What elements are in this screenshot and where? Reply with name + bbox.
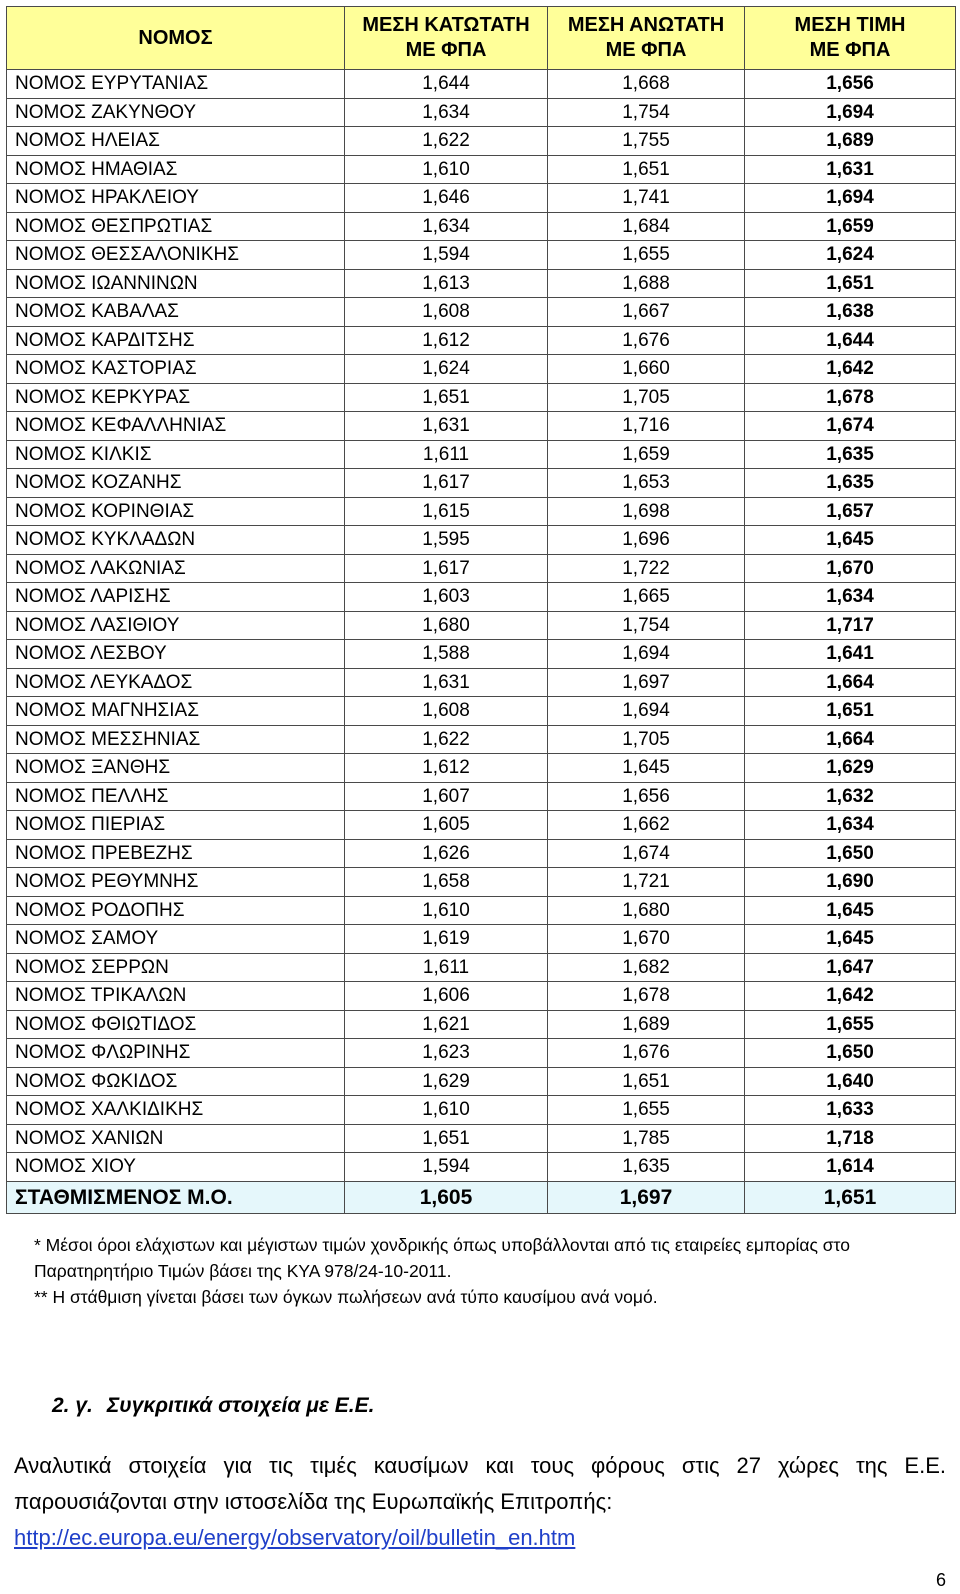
avg-price: 1,634 [745,583,956,612]
header-min-price: ΜΕΣΗ ΚΑΤΩΤΑΤΗ ΜΕ ΦΠΑ [345,7,548,70]
table-row [7,554,956,583]
min-price: 1,612 [345,754,548,783]
min-price: 1,646 [345,184,548,213]
table-row [7,326,956,355]
table-row [7,640,956,669]
min-price: 1,631 [345,412,548,441]
min-price: 1,622 [345,127,548,156]
max-price: 1,785 [548,1124,745,1153]
avg-price: 1,664 [745,668,956,697]
avg-price: 1,614 [745,1153,956,1182]
min-price: 1,631 [345,668,548,697]
max-price: 1,682 [548,953,745,982]
min-price: 1,623 [345,1039,548,1068]
avg-price: 1,650 [745,1039,956,1068]
min-price: 1,595 [345,526,548,555]
min-price: 1,617 [345,554,548,583]
max-price: 1,716 [548,412,745,441]
avg-price: 1,645 [745,896,956,925]
avg-price: 1,638 [745,298,956,327]
prefecture-name: ΝΟΜΟΣ ΧΑΝΙΩΝ [7,1124,345,1153]
max-price: 1,662 [548,811,745,840]
table-row [7,1039,956,1068]
max-price: 1,754 [548,98,745,127]
max-price: 1,689 [548,1010,745,1039]
table-row [7,298,956,327]
prefecture-name: ΝΟΜΟΣ ΛΕΣΒΟΥ [7,640,345,669]
min-price: 1,594 [345,1153,548,1182]
avg-price: 1,659 [745,212,956,241]
avg-price: 1,624 [745,241,956,270]
prefecture-name: ΝΟΜΟΣ ΡΟΔΟΠΗΣ [7,896,345,925]
min-price: 1,610 [345,896,548,925]
prefecture-name: ΝΟΜΟΣ ΕΥΡΥΤΑΝΙΑΣ [7,70,345,99]
max-price: 1,674 [548,839,745,868]
prefecture-name: ΝΟΜΟΣ ΘΕΣΣΑΛΟΝΙΚΗΣ [7,241,345,270]
table-row [7,953,956,982]
avg-price: 1,645 [745,925,956,954]
table-row [7,868,956,897]
max-price: 1,755 [548,127,745,156]
avg-price: 1,635 [745,469,956,498]
table-row [7,1096,956,1125]
min-price: 1,594 [345,241,548,270]
max-price: 1,676 [548,1039,745,1068]
table-row [7,526,956,555]
min-price: 1,606 [345,982,548,1011]
avg-price: 1,717 [745,611,956,640]
min-price: 1,651 [345,1124,548,1153]
avg-price: 1,632 [745,782,956,811]
avg-price: 1,645 [745,526,956,555]
total-max: 1,697 [548,1181,745,1213]
table-row [7,70,956,99]
table-row [7,839,956,868]
table-header-row [7,7,956,70]
weighted-average-row [7,1181,956,1213]
table-row [7,355,956,384]
avg-price: 1,694 [745,184,956,213]
prefecture-name: ΝΟΜΟΣ ΦΛΩΡΙΝΗΣ [7,1039,345,1068]
max-price: 1,670 [548,925,745,954]
prefecture-name: ΝΟΜΟΣ ΚΕΦΑΛΛΗΝΙΑΣ [7,412,345,441]
min-price: 1,629 [345,1067,548,1096]
prefecture-name: ΝΟΜΟΣ ΜΑΓΝΗΣΙΑΣ [7,697,345,726]
min-price: 1,610 [345,155,548,184]
table-row [7,668,956,697]
max-price: 1,688 [548,269,745,298]
table-row [7,1124,956,1153]
table-row [7,184,956,213]
table-row [7,440,956,469]
table-row [7,383,956,412]
table-row [7,1153,956,1182]
min-price: 1,617 [345,469,548,498]
prefecture-name: ΝΟΜΟΣ ΧΙΟΥ [7,1153,345,1182]
max-price: 1,698 [548,497,745,526]
prefecture-name: ΝΟΜΟΣ ΖΑΚΥΝΘΟΥ [7,98,345,127]
max-price: 1,722 [548,554,745,583]
max-price: 1,668 [548,70,745,99]
avg-price: 1,690 [745,868,956,897]
prefecture-name: ΝΟΜΟΣ ΚΑΒΑΛΑΣ [7,298,345,327]
avg-price: 1,694 [745,98,956,127]
prefecture-name: ΝΟΜΟΣ ΠΕΛΛΗΣ [7,782,345,811]
table-row [7,583,956,612]
prefecture-name: ΝΟΜΟΣ ΛΕΥΚΑΔΟΣ [7,668,345,697]
prefecture-name: ΝΟΜΟΣ ΤΡΙΚΑΛΩΝ [7,982,345,1011]
header-max-price: ΜΕΣΗ ΑΝΩΤΑΤΗ ΜΕ ΦΠΑ [548,7,745,70]
table-row [7,925,956,954]
min-price: 1,651 [345,383,548,412]
table-row [7,611,956,640]
table-row [7,725,956,754]
total-avg: 1,651 [745,1181,956,1213]
section-number: 2. γ. [52,1394,93,1417]
min-price: 1,626 [345,839,548,868]
avg-price: 1,635 [745,440,956,469]
max-price: 1,705 [548,383,745,412]
avg-price: 1,651 [745,697,956,726]
header-prefecture: ΝΟΜΟΣ [7,7,345,70]
section-heading [52,1394,374,1418]
prefecture-name: ΝΟΜΟΣ ΦΘΙΩΤΙΔΟΣ [7,1010,345,1039]
min-price: 1,610 [345,1096,548,1125]
table-row [7,697,956,726]
min-price: 1,624 [345,355,548,384]
max-price: 1,696 [548,526,745,555]
max-price: 1,697 [548,668,745,697]
min-price: 1,621 [345,1010,548,1039]
prefecture-name: ΝΟΜΟΣ ΙΩΑΝΝΙΝΩΝ [7,269,345,298]
avg-price: 1,642 [745,355,956,384]
prefecture-name: ΝΟΜΟΣ ΡΕΘΥΜΝΗΣ [7,868,345,897]
max-price: 1,676 [548,326,745,355]
avg-price: 1,674 [745,412,956,441]
avg-price: 1,634 [745,811,956,840]
header-avg-price: ΜΕΣΗ ΤΙΜΗ ΜΕ ΦΠΑ [745,7,956,70]
table-row [7,1010,956,1039]
fuel-price-table [6,6,956,1214]
prefecture-name: ΝΟΜΟΣ ΦΩΚΙΔΟΣ [7,1067,345,1096]
prefecture-name: ΝΟΜΟΣ ΗΜΑΘΙΑΣ [7,155,345,184]
max-price: 1,694 [548,640,745,669]
max-price: 1,705 [548,725,745,754]
table-row [7,412,956,441]
table-row [7,754,956,783]
prefecture-name: ΝΟΜΟΣ ΗΛΕΙΑΣ [7,127,345,156]
table-row [7,212,956,241]
table-row [7,127,956,156]
min-price: 1,644 [345,70,548,99]
max-price: 1,665 [548,583,745,612]
avg-price: 1,644 [745,326,956,355]
table-row [7,782,956,811]
prefecture-name: ΝΟΜΟΣ ΚΙΛΚΙΣ [7,440,345,469]
avg-price: 1,657 [745,497,956,526]
footnotes [34,1232,954,1310]
eu-bulletin-link[interactable]: http://ec.europa.eu/energy/observatory/oil/bulletin_en.htm [14,1525,576,1550]
eu-comparison-paragraph [14,1448,946,1556]
prefecture-name: ΝΟΜΟΣ ΗΡΑΚΛΕΙΟΥ [7,184,345,213]
table-row [7,982,956,1011]
prefecture-name: ΝΟΜΟΣ ΛΑΚΩΝΙΑΣ [7,554,345,583]
table-row [7,896,956,925]
paragraph-line-1: Αναλυτικά στοιχεία για τις τιμές καυσίμων και τους φόρους στις 27 χώρες της Ε.Ε. [14,1453,946,1478]
min-price: 1,588 [345,640,548,669]
prefecture-name: ΝΟΜΟΣ ΚΑΡΔΙΤΣΗΣ [7,326,345,355]
table-body [7,70,956,1182]
section-title: Συγκριτικά στοιχεία με Ε.Ε. [106,1394,375,1417]
avg-price: 1,640 [745,1067,956,1096]
max-price: 1,754 [548,611,745,640]
min-price: 1,619 [345,925,548,954]
min-price: 1,634 [345,98,548,127]
table-row [7,469,956,498]
min-price: 1,622 [345,725,548,754]
table-row [7,155,956,184]
avg-price: 1,633 [745,1096,956,1125]
avg-price: 1,670 [745,554,956,583]
avg-price: 1,689 [745,127,956,156]
max-price: 1,684 [548,212,745,241]
max-price: 1,645 [548,754,745,783]
prefecture-name: ΝΟΜΟΣ ΣΑΜΟΥ [7,925,345,954]
max-price: 1,741 [548,184,745,213]
avg-price: 1,647 [745,953,956,982]
min-price: 1,603 [345,583,548,612]
prefecture-name: ΝΟΜΟΣ ΚΟΡΙΝΘΙΑΣ [7,497,345,526]
prefecture-name: ΝΟΜΟΣ ΠΙΕΡΙΑΣ [7,811,345,840]
footnote-2: ** Η στάθμιση γίνεται βάσει των όγκων πωλήσεων ανά τύπο καυσίμου ανά νομό. [34,1287,658,1307]
avg-price: 1,642 [745,982,956,1011]
max-price: 1,659 [548,440,745,469]
avg-price: 1,641 [745,640,956,669]
max-price: 1,653 [548,469,745,498]
min-price: 1,605 [345,811,548,840]
prefecture-name: ΝΟΜΟΣ ΚΑΣΤΟΡΙΑΣ [7,355,345,384]
table-row [7,497,956,526]
page-number: 6 [935,1570,946,1590]
avg-price: 1,651 [745,269,956,298]
prefecture-name: ΝΟΜΟΣ ΘΕΣΠΡΩΤΙΑΣ [7,212,345,241]
max-price: 1,655 [548,1096,745,1125]
min-price: 1,613 [345,269,548,298]
total-min: 1,605 [345,1181,548,1213]
max-price: 1,678 [548,982,745,1011]
prefecture-name: ΝΟΜΟΣ ΚΟΖΑΝΗΣ [7,469,345,498]
paragraph-line-2: παρουσιάζονται στην ιστοσελίδα της Ευρωπαϊκής Επιτροπής: [14,1489,613,1514]
avg-price: 1,631 [745,155,956,184]
table-row [7,269,956,298]
prefecture-name: ΝΟΜΟΣ ΞΑΝΘΗΣ [7,754,345,783]
avg-price: 1,655 [745,1010,956,1039]
max-price: 1,660 [548,355,745,384]
table-row [7,241,956,270]
prefecture-name: ΝΟΜΟΣ ΛΑΡΙΣΗΣ [7,583,345,612]
prefecture-name: ΝΟΜΟΣ ΜΕΣΣΗΝΙΑΣ [7,725,345,754]
prefecture-name: ΝΟΜΟΣ ΚΕΡΚΥΡΑΣ [7,383,345,412]
prefecture-name: ΝΟΜΟΣ ΧΑΛΚΙΔΙΚΗΣ [7,1096,345,1125]
min-price: 1,611 [345,953,548,982]
max-price: 1,680 [548,896,745,925]
avg-price: 1,656 [745,70,956,99]
prefecture-name: ΝΟΜΟΣ ΛΑΣΙΘΙΟΥ [7,611,345,640]
max-price: 1,635 [548,1153,745,1182]
max-price: 1,694 [548,697,745,726]
table-row [7,98,956,127]
max-price: 1,651 [548,1067,745,1096]
min-price: 1,634 [345,212,548,241]
avg-price: 1,629 [745,754,956,783]
min-price: 1,611 [345,440,548,469]
max-price: 1,667 [548,298,745,327]
max-price: 1,656 [548,782,745,811]
min-price: 1,615 [345,497,548,526]
max-price: 1,721 [548,868,745,897]
avg-price: 1,650 [745,839,956,868]
prefecture-name: ΝΟΜΟΣ ΚΥΚΛΑΔΩΝ [7,526,345,555]
max-price: 1,651 [548,155,745,184]
avg-price: 1,664 [745,725,956,754]
max-price: 1,655 [548,241,745,270]
min-price: 1,612 [345,326,548,355]
min-price: 1,680 [345,611,548,640]
min-price: 1,607 [345,782,548,811]
avg-price: 1,718 [745,1124,956,1153]
avg-price: 1,678 [745,383,956,412]
total-label: ΣΤΑΘΜΙΣΜΕΝΟΣ Μ.Ο. [7,1181,345,1213]
table-row [7,1067,956,1096]
table-row [7,811,956,840]
min-price: 1,658 [345,868,548,897]
min-price: 1,608 [345,697,548,726]
min-price: 1,608 [345,298,548,327]
footnote-1: * Μέσοι όροι ελάχιστων και μέγιστων τιμών χονδρικής όπως υποβάλλονται από τις εταιρείες εμπορίας στο Παρατηρητήριο Τιμών βάσει της ΚΥΑ 978/24-10-2011. [34,1235,850,1281]
prefecture-name: ΝΟΜΟΣ ΣΕΡΡΩΝ [7,953,345,982]
prefecture-name: ΝΟΜΟΣ ΠΡΕΒΕΖΗΣ [7,839,345,868]
